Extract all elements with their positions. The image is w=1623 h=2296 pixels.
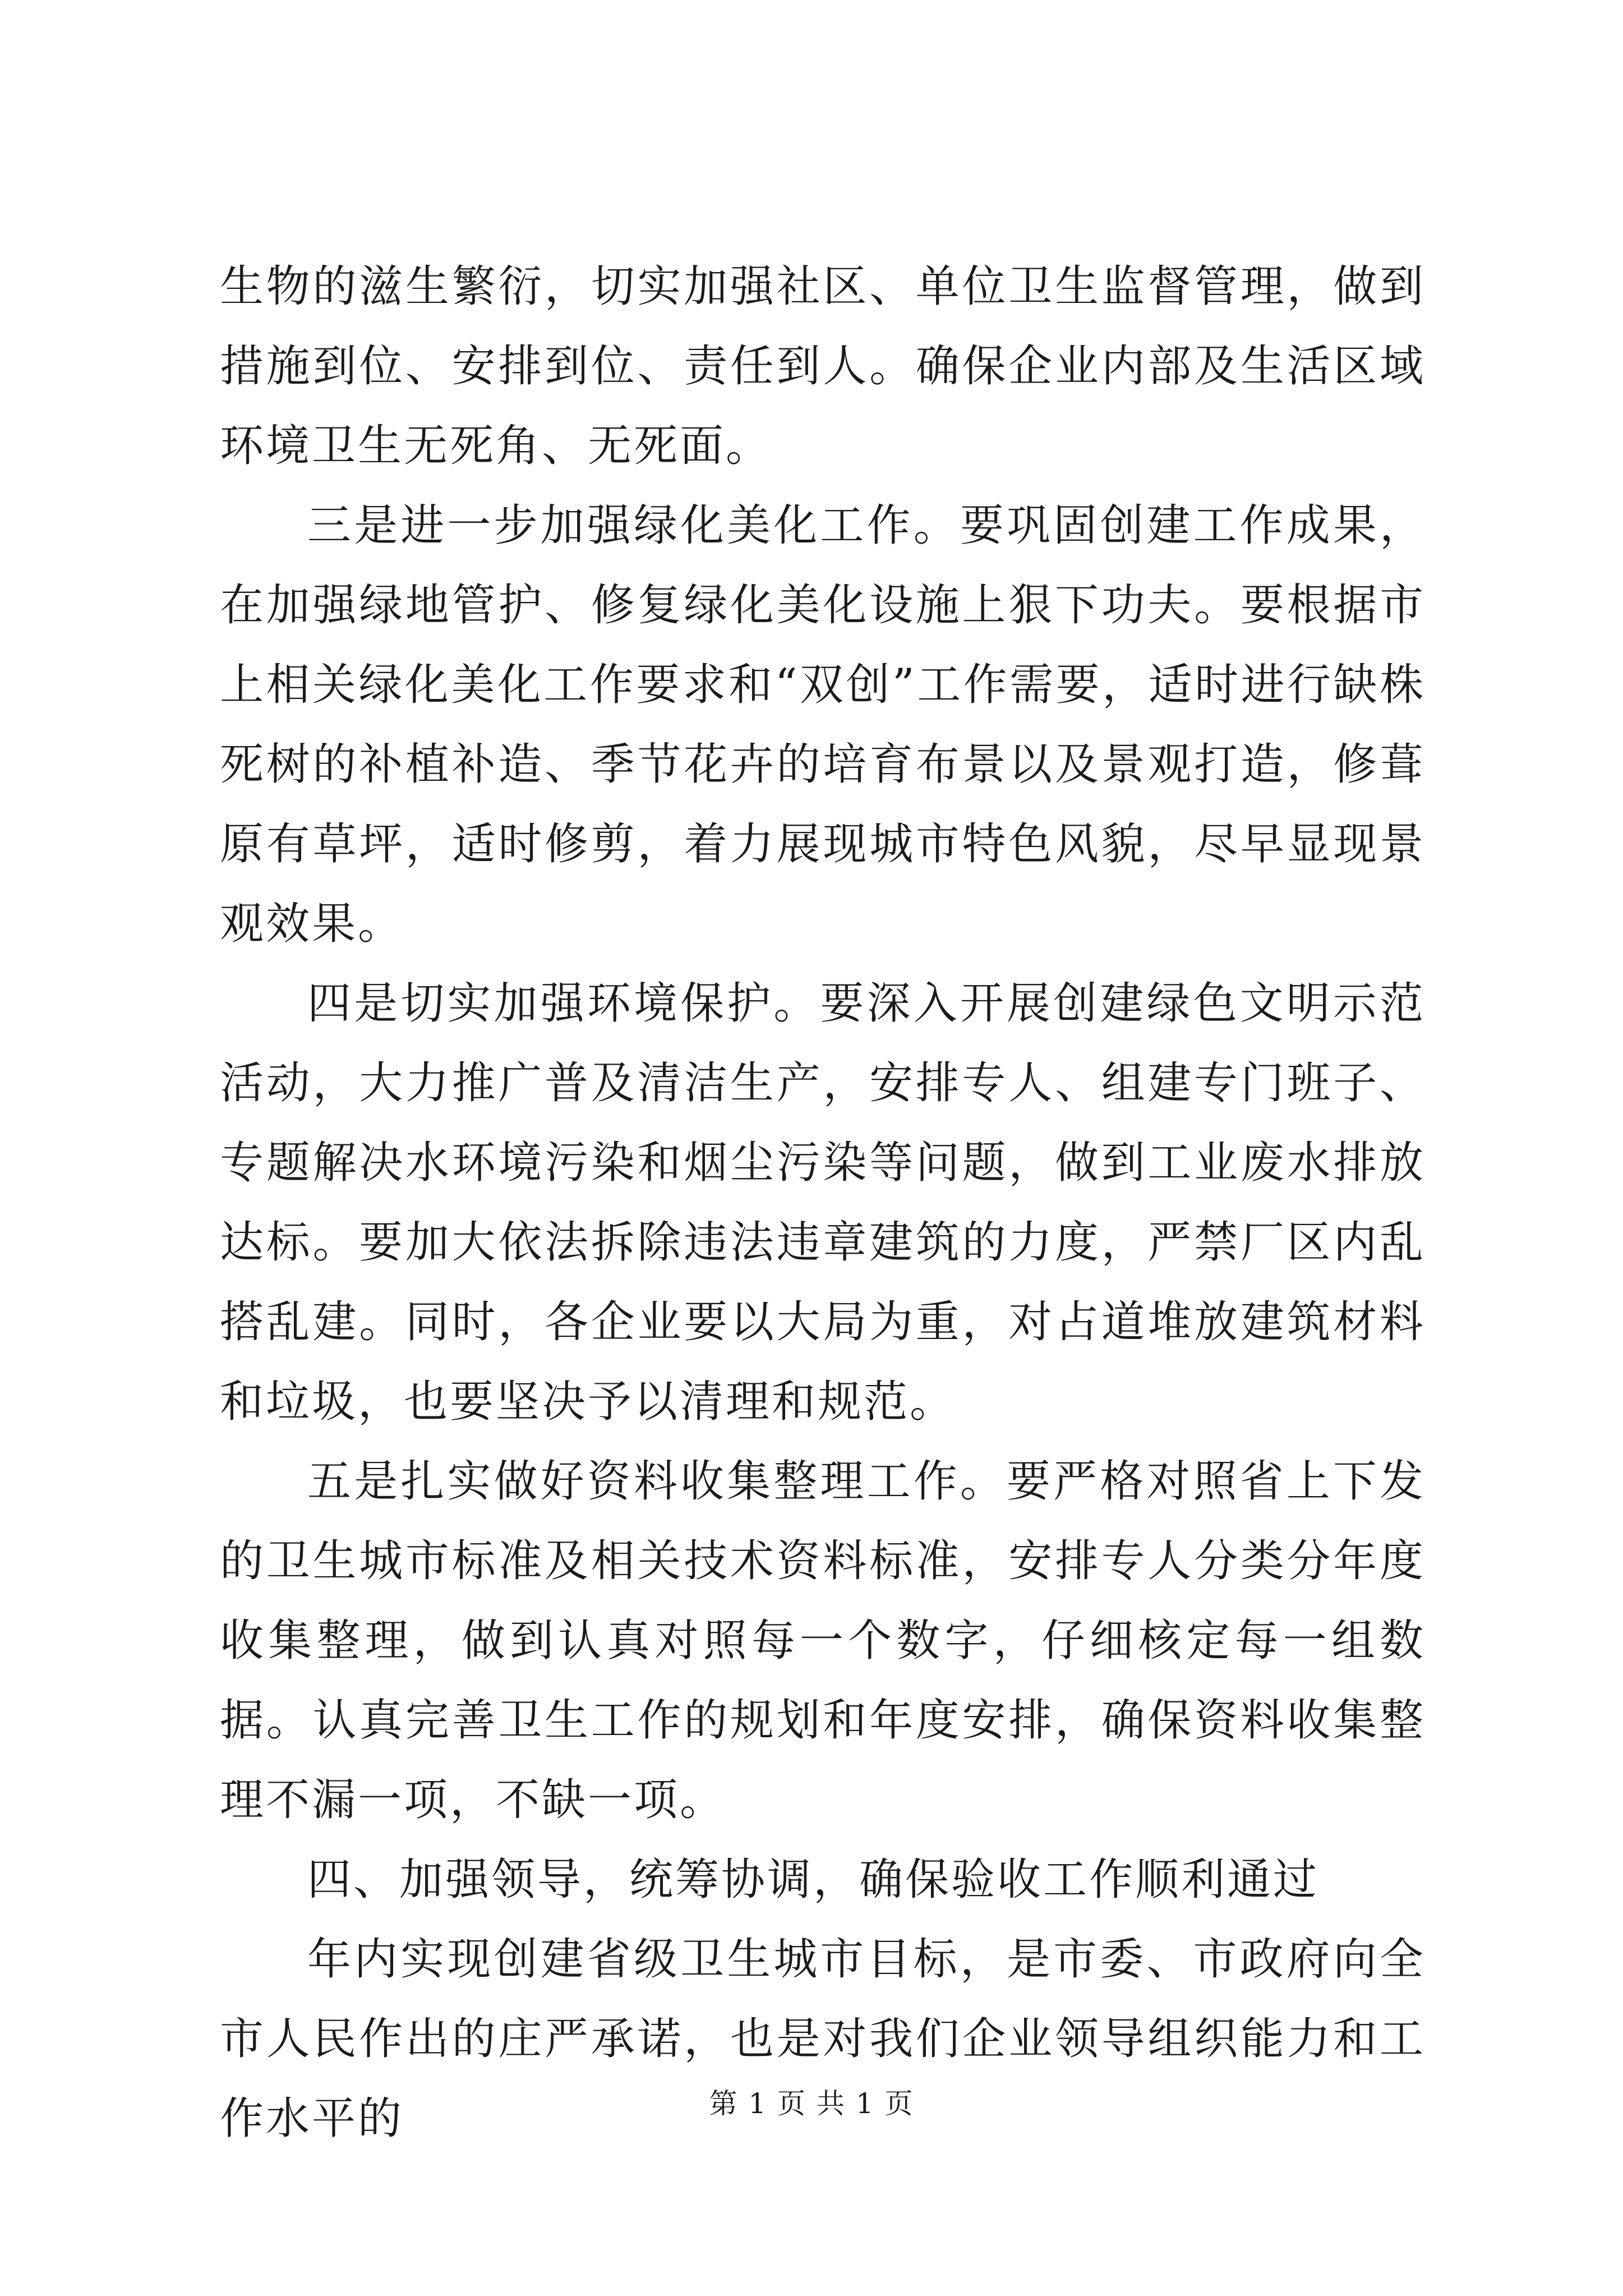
section-heading: 四、加强领导，统筹协调，确保验收工作顺利通过 (307, 1855, 1320, 1905)
paragraph-3: 四是切实加强环境保护。要深入开展创建绿色文明示范活动，大力推广普及清洁生产，安排专人、组建专门班子、专题解决水环境污染和烟尘污染等问题，做到工业废水排放达标。要加大依法拆除违法违章建筑的力度，严禁厂区内乱搭乱建。同时，各企业要以大局为重，对占道堆放建筑材料和垃圾，也要坚决予以清理和规范。 (220, 978, 1426, 1427)
paragraph-2: 三是进一步加强绿化美化工作。要巩固创建工作成果，在加强绿地管护、修复绿化美化设施上狠下功夫。要根据市上相关绿化美化工作要求和“双创”工作需要，适时进行缺株死树的补植补造、季节花卉的培育布景以及景观打造，修葺原有草坪，适时修剪，着力展现城市特色风貌，尽早显现景观效果。 (220, 500, 1426, 949)
paragraph-4: 五是扎实做好资料收集整理工作。要严格对照省上下发的卫生城市标准及相关技术资料标准，安排专人分类分年度收集整理，做到认真对照每一个数字，仔细核定每一组数据。认真完善卫生工作的规划和年度安排，确保资料收集整理不漏一项，不缺一项。 (220, 1456, 1426, 1825)
document-body (220, 247, 1426, 2159)
paragraph-5: 年内实现创建省级卫生城市目标，是市委、市政府向全市人民作出的庄严承诺，也是对我们企业领导组织能力和工作水平的 (220, 1934, 1426, 2144)
paragraph-1: 生物的滋生繁衍，切实加强社区、单位卫生监督管理，做到措施到位、安排到位、责任到人。确保企业内部及生活区域环境卫生无死角、无死面。 (220, 261, 1426, 471)
page-footer: 第 1 页 共 1 页 (709, 2087, 914, 2120)
